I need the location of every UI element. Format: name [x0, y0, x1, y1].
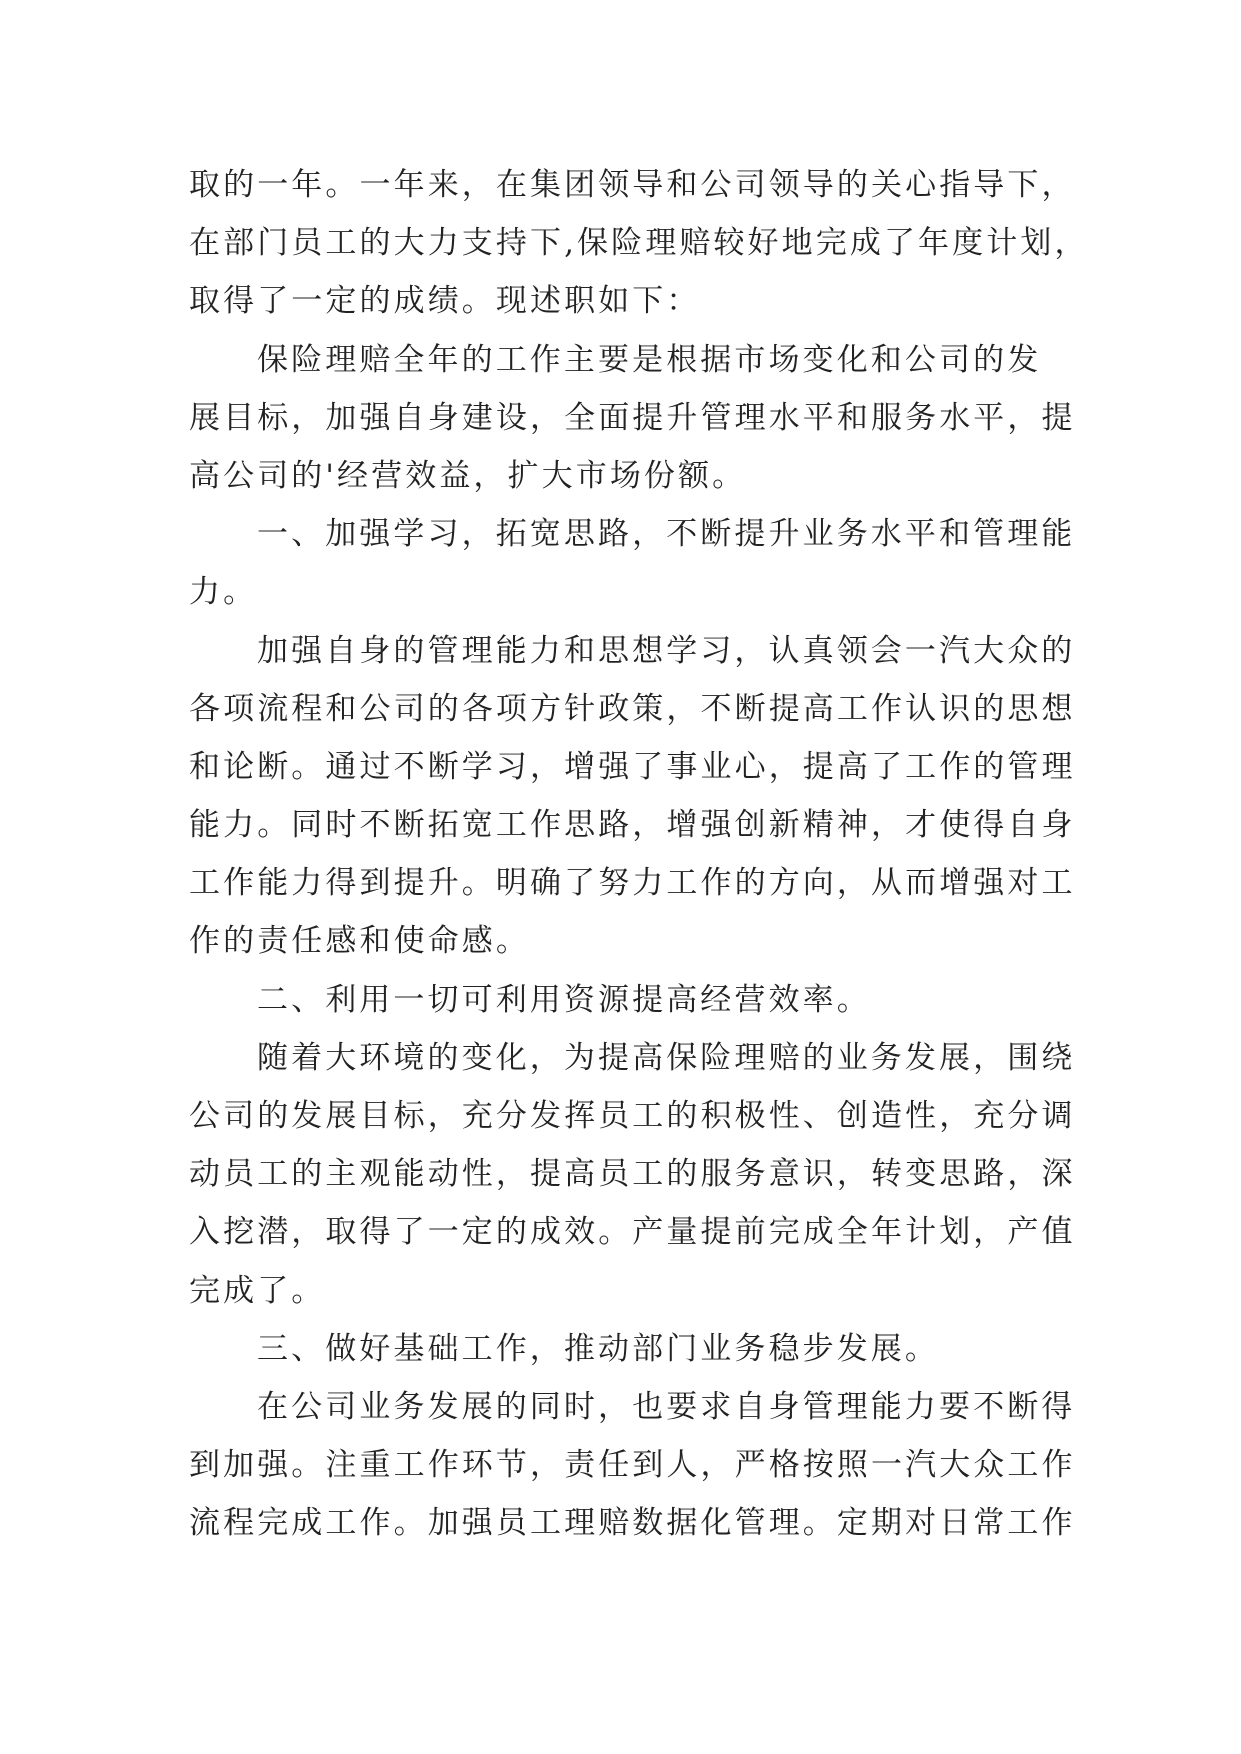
text-line: 取得了一定的成绩。现述职如下： — [189, 283, 701, 320]
text-line: 完成了。 — [189, 1272, 326, 1309]
text-line: 和论断。通过不断学习，增强了事业心，提高了工作的管理 — [189, 748, 1076, 785]
paragraph-start-line: 保险理赔全年的工作主要是根据市场变化和公司的发 — [257, 341, 1042, 378]
section-heading-line: 二、利用一切可利用资源提高经营效率。 — [257, 981, 871, 1018]
section-heading-line: 三、做好基础工作，推动部门业务稳步发展。 — [257, 1330, 939, 1367]
body-text — [189, 156, 1089, 1553]
paragraph-start-line: 加强自身的管理能力和思想学习，认真领会一汽大众的 — [257, 632, 1076, 669]
text-line: 作的责任感和使命感。 — [189, 923, 530, 960]
text-line: 取的一年。一年来，在集团领导和公司领导的关心指导下， — [189, 167, 1076, 203]
text-line: 入挖潜，取得了一定的成效。产量提前完成全年计划，产值 — [189, 1214, 1076, 1251]
paragraph-start-line: 在公司业务发展的同时，也要求自身管理能力要不断得 — [257, 1388, 1076, 1425]
text-line: 高公司的'经营效益，扩大市场份额。 — [189, 457, 747, 494]
text-line: 动员工的主观能动性，提高员工的服务意识，转变思路，深 — [189, 1156, 1076, 1193]
section-heading-line: 一、加强学习，拓宽思路，不断提升业务水平和管理能 — [257, 516, 1076, 553]
text-line: 各项流程和公司的各项方针政策，不断提高工作认识的思想 — [189, 690, 1076, 727]
text-line: 在部门员工的大力支持下,保险理赔较好地完成了年度计划， — [189, 225, 1089, 262]
text-line: 能力。同时不断拓宽工作思路，增强创新精神，才使得自身 — [189, 807, 1076, 844]
text-line: 展目标，加强自身建设，全面提升管理水平和服务水平，提 — [189, 399, 1076, 436]
text-line: 公司的发展目标，充分发挥员工的积极性、创造性，充分调 — [189, 1098, 1076, 1134]
text-line: 流程完成工作。加强员工理赔数据化管理。定期对日常工作 — [189, 1505, 1076, 1542]
text-line: 力。 — [189, 574, 258, 611]
text-line: 到加强。注重工作环节，责任到人，严格按照一汽大众工作 — [189, 1447, 1076, 1484]
paragraph-start-line: 随着大环境的变化，为提高保险理赔的业务发展，围绕 — [257, 1039, 1076, 1076]
text-line: 工作能力得到提升。明确了努力工作的方向，从而增强对工 — [189, 865, 1076, 902]
